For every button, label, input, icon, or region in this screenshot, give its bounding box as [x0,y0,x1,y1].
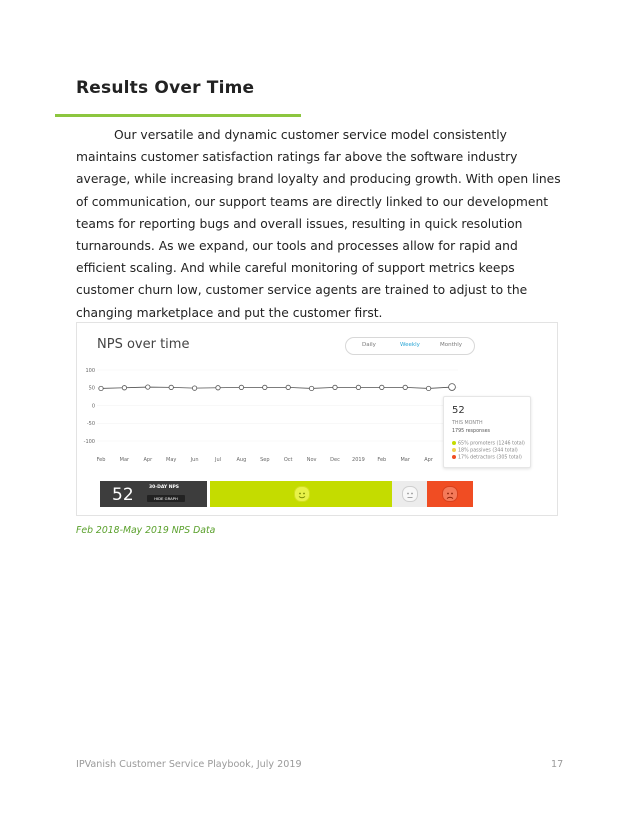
nps-data-point [426,386,430,390]
neutral-face-icon [402,486,418,502]
tooltip-value: 52 [452,405,465,416]
passives-dot-icon [452,448,456,452]
nps-badge [100,481,207,507]
body-paragraph: Our versatile and dynamic customer service model consistently maintains customer satisfaction ratings far above the software industry average, while increasing brand loyalty and producing growth. With open lines of communication, our support teams are directly linked to our development teams for reporting bugs and overall issues, resulting in quick resolution turnarounds. As we expand, our tools and processes allow for rapid and efficient scaling. And while careful monitoring of support metrics keeps customer churn low, customer service agents are trained to adjust to the changing marketplace and put the customer first. [76,128,561,320]
x-tick-label: Nov [306,457,317,463]
nps-figure [76,322,558,516]
promoters-bar [210,481,392,507]
x-tick-label: Aug [236,457,247,463]
x-tick-label: Jul [214,457,222,463]
detractors-dot-icon [452,455,456,459]
nps-data-point [192,386,196,390]
section-heading: Results Over Time [76,78,255,98]
passives-bar [392,481,427,507]
nps-data-point [169,385,173,389]
happy-face-icon [294,486,310,502]
x-tick-label: Mar [400,457,410,463]
nps-data-point [333,385,337,389]
nps-badge-label: 30-DAY NPS [149,485,180,490]
toggle-monthly[interactable]: Monthly [440,342,463,348]
y-tick-label: 50 [88,385,95,392]
page-number: 17 [551,759,564,770]
tooltip-responses: 1795 responses [452,429,491,434]
nps-data-point [403,385,407,389]
y-tick-label: 0 [91,403,95,410]
y-tick-label: -100 [83,438,95,445]
hide-graph-button[interactable]: HIDE GRAPH [147,495,185,502]
x-tick-label: Apr [143,457,153,463]
x-tick-label: Mar [119,457,130,463]
nps-data-point [309,386,313,390]
tooltip-promoters: 65% promoters (1246 total) [452,441,525,447]
sad-face-icon [442,486,458,502]
heading-underline [55,114,301,117]
x-tick-label: Jun [190,457,199,463]
detractors-bar [427,481,473,507]
x-tick-label: Dec [330,457,340,463]
x-tick-label: 2019 [352,457,365,463]
chart-title: NPS over time [97,337,190,352]
x-tick-label: Apr [424,457,433,463]
figure-caption: Feb 2018-May 2019 NPS Data [76,525,216,536]
nps-data-point [286,385,290,389]
nps-data-point [263,385,267,389]
tooltip-passives: 18% passives (344 total) [452,448,518,454]
nps-badge-value: 52 [112,485,134,505]
nps-data-point [449,384,456,391]
x-tick-label: Feb [377,457,387,463]
nps-data-point [356,385,360,389]
x-tick-label: Oct [283,457,293,463]
nps-data-point [380,385,384,389]
footer-title: IPVanish Customer Service Playbook, July 2019 [76,759,302,770]
nps-tooltip [443,396,531,468]
nps-data-point [122,386,126,390]
toggle-weekly[interactable]: Weekly [400,342,420,348]
x-tick-label: Feb [96,457,106,463]
nps-data-point [146,385,150,389]
toggle-daily[interactable]: Daily [362,342,376,348]
promoters-dot-icon [452,441,456,445]
nps-data-point [99,386,103,390]
x-tick-label: May [166,457,177,463]
tooltip-month: THIS MONTH [452,421,483,426]
nps-data-point [216,386,220,390]
y-tick-label: 100 [85,367,95,374]
x-tick-label: Sep [260,457,270,463]
nps-data-point [239,385,243,389]
tooltip-detractors: 17% detractors (305 total) [452,455,522,461]
y-tick-label: -50 [86,421,95,428]
